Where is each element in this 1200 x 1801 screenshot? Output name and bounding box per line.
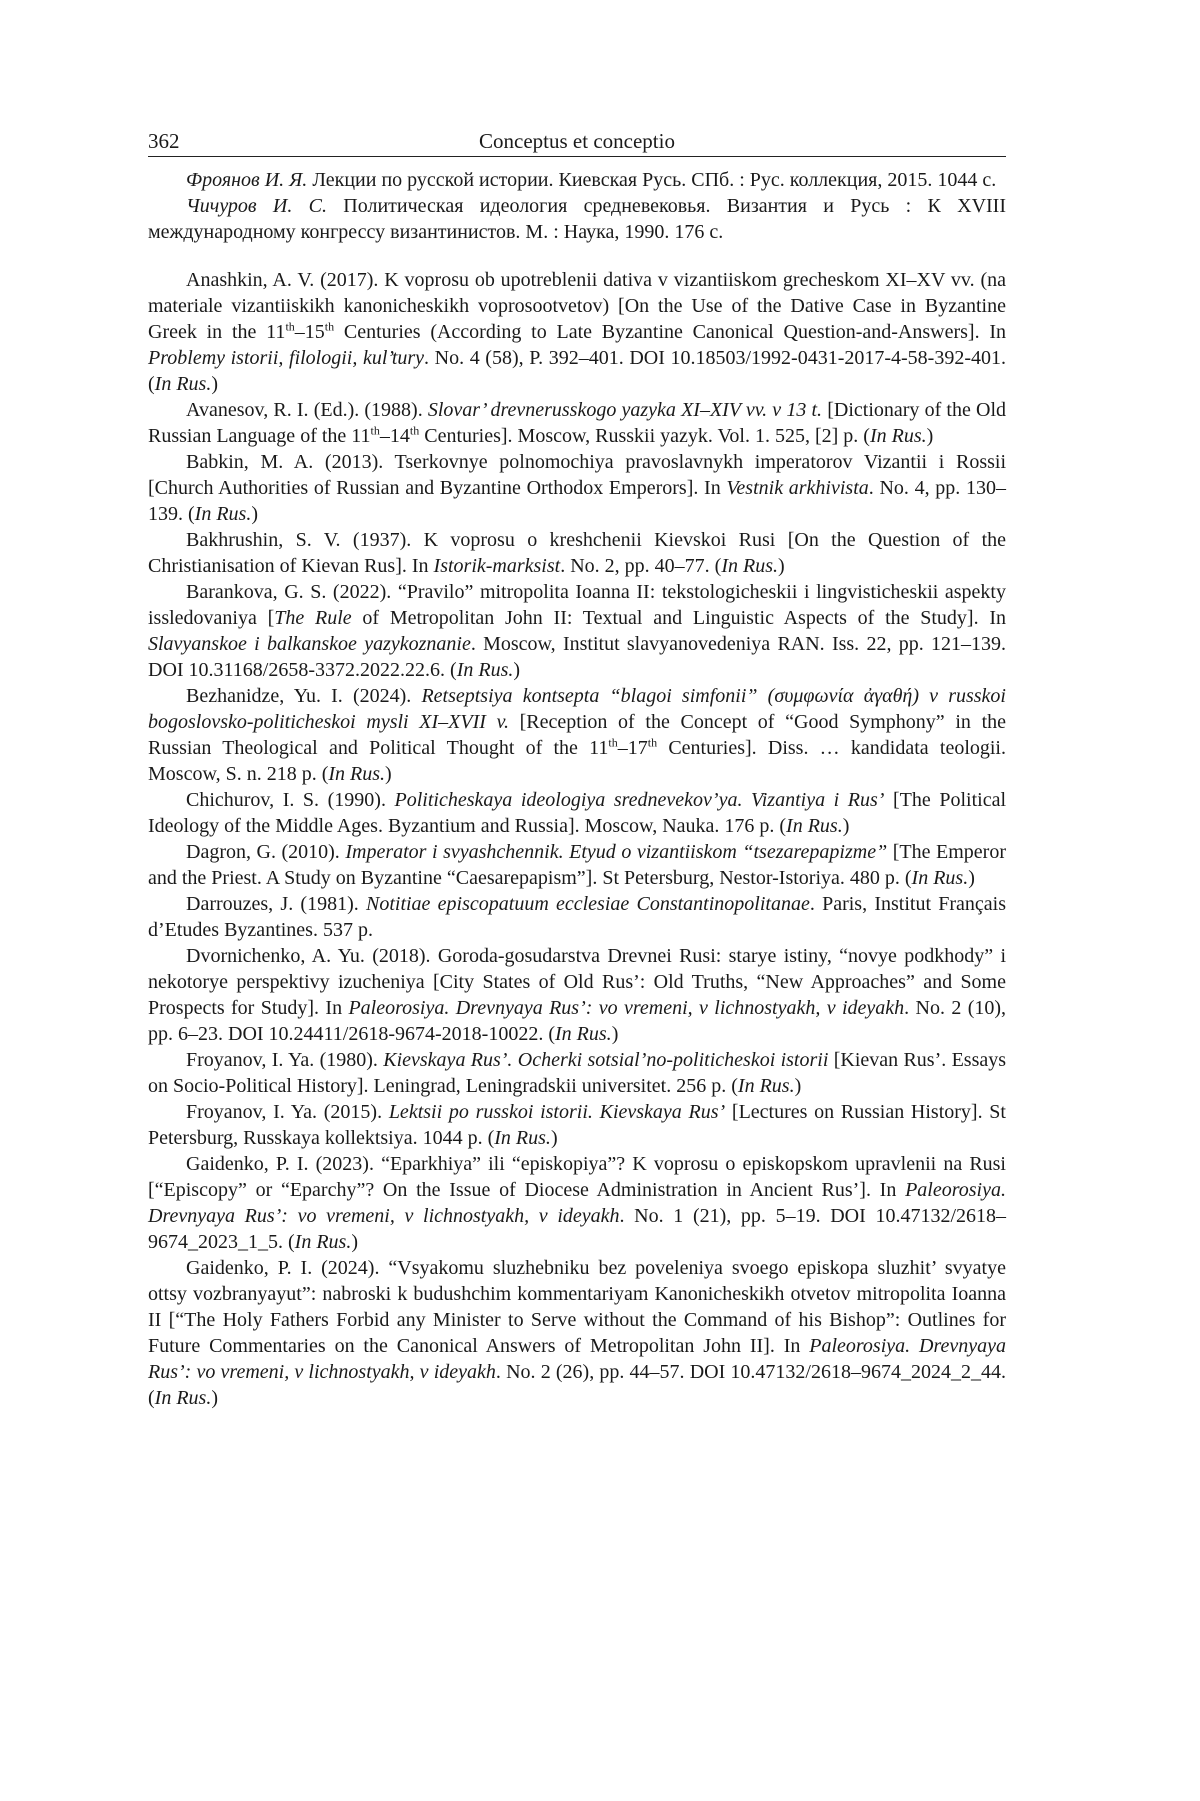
italic-text: In Rus. [721, 555, 778, 577]
running-header [148, 128, 1006, 157]
italic-text: In Rus. [494, 1127, 551, 1149]
italic-text: In Rus. [555, 1023, 612, 1045]
text-run: ) [351, 1231, 359, 1253]
italic-text: Istorik-marksist [433, 555, 561, 577]
text-run: Darrouzes, J. (1981). [186, 893, 366, 915]
superscript-text: th [409, 423, 420, 438]
italic-text: Kievskaya Rus’. Ocherki sotsial’no-politicheskoi istorii [383, 1049, 829, 1071]
italic-text: In Rus. [911, 867, 969, 889]
text-run: Dvornichenko, A. Yu. (2018). Goroda-gosudarstva Drevnei Rusi: starye istiny, “novye podkhody” i nekotorye perspektivy izucheniya [City States of Old Rus’: Old Truths, “New Approaches” and Some Prospects for Study]. In [148, 945, 1006, 1019]
text-run: –14 [379, 425, 410, 447]
text-run: Barankova, G. S. (2022). “Pravilo” mitropolita Ioanna II: tekstologicheskii i lingvisticheskii aspekty issledovaniya [ [148, 581, 1006, 629]
text-run: Babkin, M. A. (2013). Tserkovnye polnomochiya pravoslavnykh imperatorov Vizantii i Rossii [Church Authorities of Russian and Byzantine Orthodox Emperors]. In [148, 451, 1006, 499]
text-run: [Dictionary of the Old Russian Language of the 11 [148, 399, 1006, 447]
reference-entry [148, 1255, 1006, 1411]
text-run: of Metropolitan John II: Textual and Linguistic Aspects of the Study]. In [351, 607, 1006, 629]
italic-text: Lektsii po russkoi istorii. Kievskaya Rus’ [388, 1101, 726, 1123]
text-run: Политическая идеология средневековья. Византия и Русь : К XVIII международному конгрессу византинистов. М. : Наука, 1990. 176 с. [148, 195, 1006, 243]
reference-entry [148, 787, 1006, 839]
text-run: . Moscow, Institut slavyanovedeniya RAN. Iss. 22, pp. 121–139. DOI 10.31168/2658-3372.2022.22.6. ( [148, 633, 1006, 681]
reference-entry [148, 579, 1006, 683]
text-run: Avanesov, R. I. (Ed.). (1988). [186, 399, 428, 421]
italic-text: In Rus. [869, 425, 927, 447]
italic-text: Politicheskaya ideologiya srednevekov’ya. Vizantiya i Rus’ [394, 789, 885, 811]
italic-text: Notitiae episcopatuum ecclesiae Constantinopolitanae [365, 893, 810, 915]
superscript-text: th [285, 319, 295, 334]
text-run: Лекции по русской истории. Киевская Русь. СПб. : Рус. коллекция, 2015. 1044 с. [307, 169, 997, 191]
english-reference-list [148, 267, 1006, 1411]
text-run: Bakhrushin, S. V. (1937). K voprosu o kreshchenii Kievskoi Rusi [On the Question of the Christianisation of Kievan Rus]. In [148, 529, 1006, 577]
text-run: ) [968, 867, 975, 889]
italic-text: In Rus. [786, 815, 843, 837]
text-run: ) [777, 555, 785, 577]
italic-text: Problemy istorii, filologii, kul’tury [148, 347, 425, 369]
document-page [148, 128, 1006, 1411]
italic-text: Фроянов И. Я. [186, 169, 308, 191]
journal-title: Conceptus et conceptio [479, 129, 675, 153]
italic-text: Vestnik arkhivista [726, 477, 869, 499]
italic-text: Retseptsiya kontsepta “blagoi simfonii” (συμφωνία ἀγαθή) v russkoi bogoslovsko-politicheskoi mysli XI–XVII v. [148, 685, 1006, 733]
reference-entry [148, 1047, 1006, 1099]
italic-text: Чичуров И. С. [186, 195, 327, 217]
italic-text: Slavyanskoe i balkanskoe yazykoznanie [148, 633, 471, 655]
text-run: ) [251, 503, 259, 525]
text-run: –17 [617, 737, 648, 759]
text-run: ) [611, 1023, 619, 1045]
text-run: [The Political Ideology of the Middle Ages. Byzantium and Russia]. Moscow, Nauka. 176 p. ( [148, 789, 1007, 837]
text-run: ) [842, 815, 850, 837]
italic-text: In Rus. [737, 1075, 795, 1097]
text-run: ) [211, 1387, 219, 1409]
text-run: Gaidenko, P. I. (2024). “Vsyakomu sluzhebniku bez poveleniya svoego episkopa sluzhit’ svyatye ottsy vozbranyayut”: nabroski k budushchim kommentariyam Kanonicheskikh otvetov mitropolita Ioanna II [“The Holy Fathers Forbid any Minister to Serve without the Command of his Bishop”: Outlines for Future Commentaries on the Canonical Answers of Metropolitan John II]. In [148, 1257, 1006, 1357]
reference-entry [148, 1099, 1006, 1151]
reference-entry [148, 167, 1006, 193]
italic-text: Slovar’ drevnerusskogo yazyka XI–XIV vv. v 13 t. [427, 399, 823, 421]
text-run: Bezhanidze, Yu. I. (2024). [186, 685, 422, 707]
text-run: Froyanov, I. Ya. (2015). [186, 1101, 389, 1123]
text-run: ) [211, 373, 219, 395]
reference-entry [148, 193, 1006, 245]
reference-entry [148, 891, 1006, 943]
text-run: –15 [294, 321, 325, 343]
italic-text: Paleorosiya. Drevnyaya Rus’: vo vremeni, v lichnostyakh, v ideyakh [148, 1179, 1006, 1227]
text-run: Gaidenko, P. I. (2023). “Eparkhiya” ili “episkopiya”? K voprosu o episkopskom upravlenii na Rusi [“Episcopy” or “Eparchy”? On the Issue of Diocese Administration in Ancient Rus’]. In [148, 1153, 1006, 1201]
superscript-text: th [608, 735, 618, 750]
italic-text: In Rus. [194, 503, 252, 525]
reference-entry [148, 397, 1006, 449]
superscript-text: th [647, 735, 658, 750]
italic-text: In Rus. [154, 373, 212, 395]
italic-text: Paleorosiya. Drevnyaya Rus’: vo vremeni, v lichnostyakh, v ideyakh [348, 997, 905, 1019]
text-run: ) [550, 1127, 558, 1149]
text-run: . Paris, Institut Français d’Etudes Byzantines. 537 p. [148, 893, 1006, 941]
reference-entry [148, 527, 1006, 579]
text-run: Anashkin, A. V. (2017). K voprosu ob upotreblenii dativa v vizantiiskom grecheskom XI–XV vv. (na materiale vizantiiskikh kanonicheskikh voprosootvetov) [On the Use of the Dative Case in Byzantine Greek in the 11 [148, 269, 1006, 343]
italic-text: Paleorosiya. Drevnyaya Rus’: vo vremeni, v lichnostyakh, v ideyakh [148, 1335, 1006, 1383]
text-run: Centuries]. Moscow, Russkii yazyk. Vol. 1. 525, [2] p. ( [419, 425, 870, 447]
section-gap [148, 245, 1006, 267]
reference-entry [148, 267, 1006, 397]
text-run: . No. 2 (10), pp. 6–23. DOI 10.24411/2618-9674-2018-10022. ( [148, 997, 1007, 1045]
superscript-text: th [324, 319, 335, 334]
text-run: . No. 1 (21), pp. 5–19. DOI 10.47132/2618–9674_2023_1_5. ( [148, 1205, 1007, 1253]
text-run: . No. 2, pp. 40–77. ( [560, 555, 722, 577]
text-run: [The Emperor and the Priest. A Study on Byzantine “Caesarepapism”]. St Petersburg, Nestor-Istoriya. 480 p. ( [148, 841, 1006, 889]
superscript-text: th [370, 423, 380, 438]
reference-entry [148, 683, 1006, 787]
text-run: ) [385, 763, 392, 785]
reference-entry [148, 1151, 1006, 1255]
text-run: ) [513, 659, 521, 681]
text-run: Chichurov, I. S. (1990). [186, 789, 395, 811]
italic-text: In Rus. [456, 659, 514, 681]
page-number: 362 [148, 129, 180, 153]
text-run: [Lectures on Russian History]. St Petersburg, Russkaya kollektsiya. 1044 p. ( [148, 1101, 1006, 1149]
text-run: . No. 4, pp. 130–139. ( [148, 477, 1007, 525]
text-run: Centuries (According to Late Byzantine Canonical Question-and-Answers]. In [334, 321, 1007, 343]
text-run: Dagron, G. (2010). [186, 841, 346, 863]
text-run: . No. 4 (58), P. 392–401. DOI 10.18503/1992-0431-2017-4-58-392-401. ( [148, 347, 1006, 395]
reference-entry [148, 839, 1006, 891]
reference-entry [148, 449, 1006, 527]
text-run: . No. 2 (26), pp. 44–57. DOI 10.47132/2618–9674_2024_2_44. ( [148, 1361, 1006, 1409]
text-run: Centuries]. Diss. … kandidata teologii. Moscow, S. n. 218 p. ( [148, 737, 1006, 785]
italic-text: In Rus. [328, 763, 386, 785]
italic-text: In Rus. [154, 1387, 212, 1409]
text-run: [Reception of the Concept of “Good Symphony” in the Russian Theological and Political Thought of the 11 [148, 711, 1007, 759]
reference-entry [148, 943, 1006, 1047]
russian-reference-list [148, 167, 1006, 245]
italic-text: In Rus. [294, 1231, 352, 1253]
text-run: Froyanov, I. Ya. (1980). [186, 1049, 384, 1071]
text-run: ) [926, 425, 934, 447]
text-run: [Kievan Rus’. Essays on Socio-Political History]. Leningrad, Leningradskii universitet. 256 p. ( [148, 1049, 1007, 1097]
italic-text: Imperator i svyashchennik. Etyud o vizantiiskom “tsezarepapizme” [345, 841, 888, 863]
italic-text: The Rule [274, 607, 352, 629]
text-run: ) [794, 1075, 802, 1097]
